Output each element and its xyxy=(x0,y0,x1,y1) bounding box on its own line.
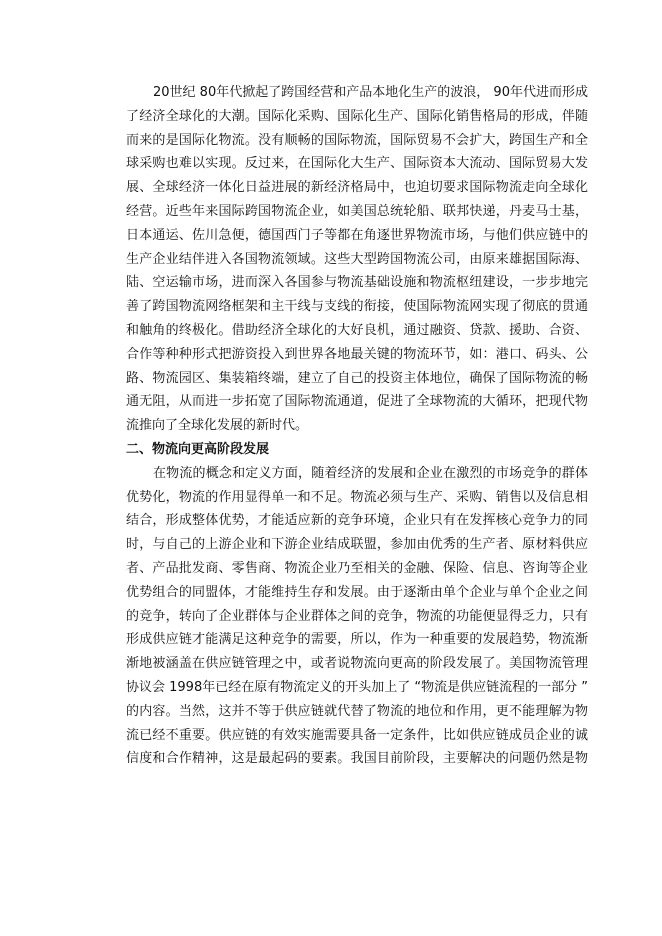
paragraph-1-line: 而来的是国际化物流。没有顺畅的国际物流，国际贸易不会扩大，跨国生产和全 xyxy=(126,132,588,148)
section-heading: 二、物流向更高阶段发展 xyxy=(126,441,270,457)
paragraph-1-line: 日本通运、佐川急便，德国西门子等都在角逐世界物流市场，与他们供应链中的 xyxy=(126,227,588,243)
paragraph-1-line: 经营。近些年来国际跨国物流企业，如美国总统轮船、联邦快递，丹麦马士基， xyxy=(126,203,588,219)
paragraph-2-line: 优势化，物流的作用显得单一和不足。物流必须与生产、采购、销售以及信息相 xyxy=(126,489,588,505)
paragraph-2-line: 结合，形成整体优势，才能适应新的竞争环境，企业只有在发挥核心竞争力的同 xyxy=(126,513,588,529)
paragraph-1-line: 路、物流园区、集装箱终端，建立了自己的投资主体地位，确保了国际物流的畅 xyxy=(126,370,588,386)
paragraph-2-line: 形成供应链才能满足这种竞争的需要，所以，作为一种重要的发展趋势，物流渐 xyxy=(126,632,588,648)
paragraph-2-line: 优势组合的同盟体，才能维持生存和发展。由于逐渐由单个企业与单个企业之间 xyxy=(126,584,588,600)
paragraph-2-line: 流已经不重要。供应链的有效实施需要具备一定条件，比如供应链成员企业的诚 xyxy=(126,727,588,743)
paragraph-2-line: 信度和合作精神，这是最起码的要素。我国目前阶段，主要解决的问题仍然是物 xyxy=(126,751,588,767)
paragraph-1-line: 和触角的终极化。借助经济全球化的大好良机，通过融资、贷款、援助、合资、 xyxy=(126,322,588,338)
document-body xyxy=(126,81,588,771)
paragraph-2-line: 时，与自己的上游企业和下游企业结成联盟，参加由优秀的生产者、原材料供应 xyxy=(126,537,588,553)
paragraph-1-line: 善了跨国物流网络框架和主干线与支线的衔接，使国际物流网实现了彻底的贯通 xyxy=(126,299,588,315)
paragraph-1-line: 20世纪 80年代掀起了跨国经营和产品本地化生产的波浪， 90年代进而形成 xyxy=(153,85,588,100)
paragraph-1-line: 了经济全球化的大潮。国际化采购、国际化生产、国际化销售格局的形成，伴随 xyxy=(126,108,588,124)
paragraph-2-line: 的内容。当然，这并不等于供应链就代替了物流的地位和作用，更不能理解为物 xyxy=(126,703,588,719)
paragraph-1-line: 合作等种种形式把游资投入到世界各地最关键的物流环节，如：港口、码头、公 xyxy=(126,346,588,362)
paragraph-2-line: 协议会 1998年已经在原有物流定义的开头加上了 “物流是供应链流程的一部分 ” xyxy=(126,679,588,695)
paragraph-1-line: 通无阻，从而进一步拓宽了国际物流通道，促进了全球物流的大循环，把现代物 xyxy=(126,394,588,410)
paragraph-1-line: 生产企业结伴进入各国物流领域。这些大型跨国物流公司，由原来雄据国际海、 xyxy=(126,251,588,267)
paragraph-2-line: 渐地被涵盖在供应链管理之中，或者说物流向更高的阶段发展了。美国物流管理 xyxy=(126,656,588,672)
paragraph-2 xyxy=(126,462,588,771)
paragraph-2-line: 在物流的概念和定义方面，随着经济的发展和企业在激烈的市场竞争的群体 xyxy=(153,465,588,481)
paragraph-1 xyxy=(126,81,588,438)
paragraph-2-line: 的竞争，转向了企业群体与企业群体之间的竞争，物流的功能便显得乏力，只有 xyxy=(126,608,588,624)
paragraph-1-line: 流推向了全球化发展的新时代。 xyxy=(126,418,309,434)
paragraph-1-line: 展、全球经济一体化日益进展的新经济格局中，也迫切要求国际物流走向全球化 xyxy=(126,180,588,196)
paragraph-2-line: 者、产品批发商、零售商、物流企业乃至相关的金融、保险、信息、咨询等企业 xyxy=(126,560,588,576)
paragraph-1-line: 球采购也难以实现。反过来，在国际化大生产、国际资本大流动、国际贸易大发 xyxy=(126,156,588,172)
paragraph-1-line: 陆、空运输市场，进而深入各国参与物流基础设施和物流枢纽建设，一步步地完 xyxy=(126,275,588,291)
